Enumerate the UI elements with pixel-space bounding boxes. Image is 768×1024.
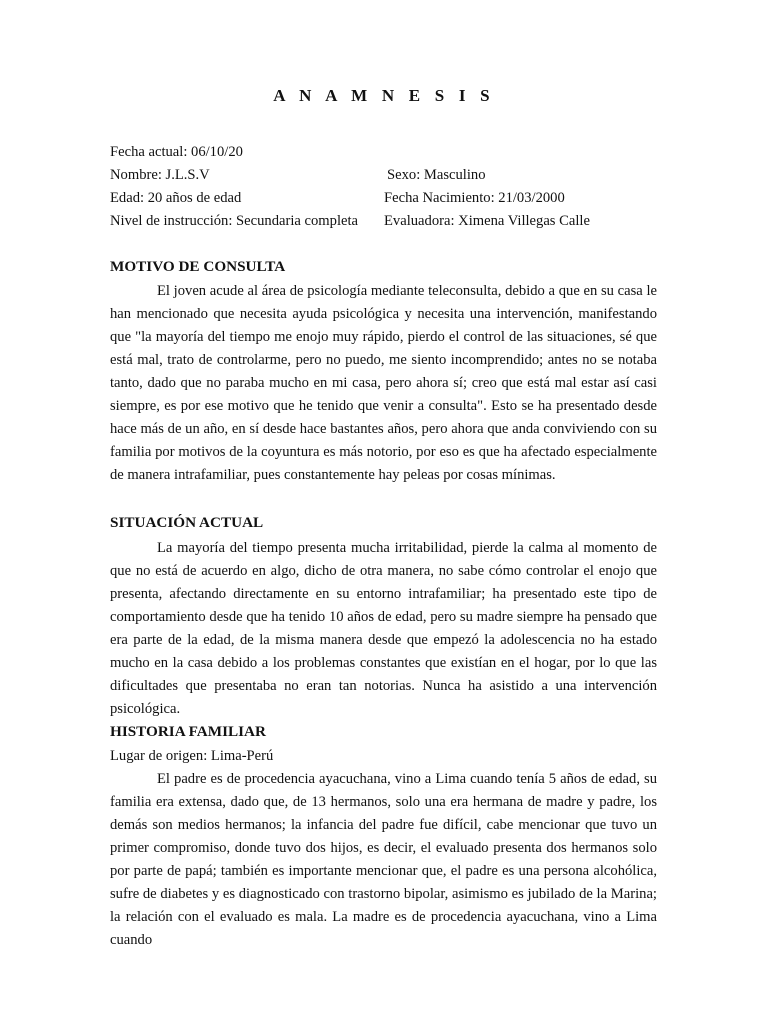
edad-field: Edad: 20 años de edad bbox=[110, 190, 242, 206]
evaluadora-field: Evaluadora: Ximena Villegas Calle bbox=[384, 213, 590, 229]
motivo-paragraph: El joven acude al área de psicología mediante teleconsulta, debido a que en su casa le han mencionado que necesita ayuda psicológica y necesita una intervención, manifestando que "la mayoría del tiempo me enojo muy rápido, pierdo el control de las situaciones, sé que está mal, trato de controlarme, pero no puedo, me siento incomprendido; antes no se notaba tanto, dado que no paraba mucho en mi casa, pero ahora sí; creo que está mal estar así casi siempre, es por ese motivo que he tenido que venir a consulta". Esto se ha presentado desde hace más de un año, en sí desde hace bastantes años, pero ahora que anda conviviendo con su familia por motivos de la coyuntura es más notorio, por eso es que ha afectado especialmente de manera intrafamiliar, pues constantemente hay peleas por cosas mínimas. bbox=[110, 283, 657, 483]
nivel-instruccion-field: Nivel de instrucción: Secundaria completa bbox=[110, 213, 359, 229]
lugar-origen-field: Lugar de origen: Lima-Perú bbox=[110, 748, 274, 764]
situacion-heading: SITUACIÓN ACTUAL bbox=[110, 514, 264, 531]
historia-paragraph: El padre es de procedencia ayacuchana, vino a Lima cuando tenía 5 años de edad, su familia era extensa, dado que, de 13 hermanos, solo una era hermana de madre y padre, los demás son medios hermanos; la infancia del padre fue difícil, cabe mencionar que tuvo un primer compromiso, donde tuvo dos hijos, es decir, el evaluado presenta dos hermanos solo por parte de papá; también es importante mencionar que, el padre es una persona alcohólica, sufre de diabetes y es diagnosticado con trastorno bipolar, asimismo es jubilado de la Marina; la relación con el evaluado es mala. La madre es de procedencia ayacuchana, vino a Lima cuando bbox=[110, 771, 657, 948]
document-title: A N A M N E S I S bbox=[273, 86, 495, 105]
nombre-field: Nombre: J.L.S.V bbox=[110, 167, 210, 183]
sexo-field: Sexo: Masculino bbox=[387, 167, 486, 183]
fecha-nacimiento-field: Fecha Nacimiento: 21/03/2000 bbox=[384, 190, 565, 206]
situacion-paragraph: La mayoría del tiempo presenta mucha irritabilidad, pierde la calma al momento de que no está de acuerdo en algo, dicho de otra manera, no sabe cómo controlar el enojo que presenta, afectando directamente en su entorno intrafamiliar; ha presentado este tipo de comportamiento desde que ha tenido 10 años de edad, pero su madre siempre ha pensado que era parte de la edad, de la misma manera desde que empezó la adolescencia no ha estado mucho en la casa debido a los problemas constantes que existían en el hogar, por lo que las dificultades que presentaba no eran tan notorias. Nunca ha asistido a una intervención psicológica. bbox=[110, 540, 657, 717]
fecha-actual-field: Fecha actual: 06/10/20 bbox=[110, 144, 243, 160]
historia-heading: HISTORIA FAMILIAR bbox=[110, 723, 266, 740]
motivo-heading: MOTIVO DE CONSULTA bbox=[110, 258, 286, 275]
